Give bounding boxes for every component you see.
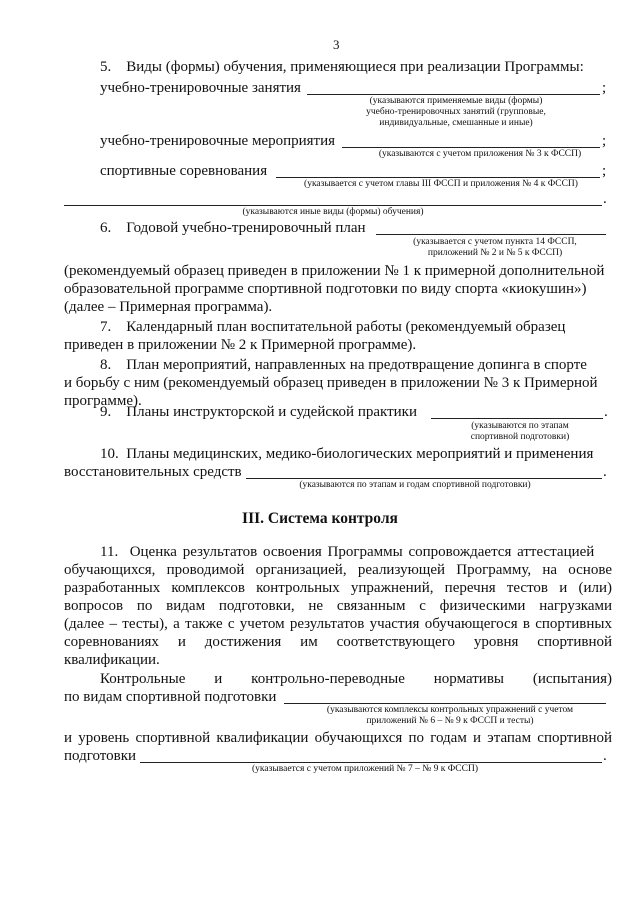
- p7-line-2: приведен в приложении № 2 к Примерной программе).: [64, 337, 417, 353]
- norms-line-1: Контрольные и контрольно-переводные нормативы (испытания): [100, 671, 612, 687]
- qual-note: (указывается с учетом приложений № 7 – № 9 к ФССП): [252, 764, 478, 774]
- p5-item1-fill-line: [307, 94, 600, 95]
- p5-item1-note-3: индивидуальные, смешанные и иные): [379, 118, 533, 128]
- p5-heading: 5. Виды (формы) обучения, применяющиеся при реализации Программы:: [100, 59, 584, 75]
- p5-item3-end: ;: [602, 163, 607, 179]
- p9-note-2: спортивной подготовки): [470, 432, 570, 442]
- qual-line-1: и уровень спортивной квалификации обучающихся по годам и этапам спортивной: [64, 730, 612, 746]
- p10-note: (указываются по этапам и годам спортивной подготовки): [299, 480, 531, 490]
- p6-note-1: (указывается с учетом пункта 14 ФССП,: [413, 237, 577, 247]
- p6-line-3: (далее – Примерная программа).: [64, 299, 273, 315]
- p11-line-3: разработанных комплексов контрольных упражнений, перечня тестов и (или): [64, 580, 612, 596]
- p6-note-2: приложений № 2 и № 5 к ФССП): [427, 248, 563, 258]
- p9-fill-line: [431, 418, 603, 419]
- p5-item2-fill-line: [342, 147, 600, 148]
- p8-line-2: и борьбу с ним (рекомендуемый образец приведен в приложении № 3 к Примерной: [64, 375, 598, 391]
- p11-line-6: соревнованиях и достижения им соответствующего уровня спортивной: [64, 634, 612, 650]
- p7-line-1: 7. Календарный план воспитательной работы (рекомендуемый образец: [100, 319, 566, 335]
- p5-item4-end: .: [603, 191, 607, 207]
- qual-fill-line: [140, 762, 602, 763]
- p10-end: .: [603, 464, 607, 480]
- p5-item4-fill-line: [64, 205, 602, 206]
- page-number: 3: [333, 37, 340, 52]
- p10-label: восстановительных средств: [64, 464, 242, 480]
- p11-line-7: квалификации.: [64, 652, 160, 668]
- p9-label: 9. Планы инструкторской и судейской практики: [100, 404, 417, 420]
- p10-fill-line: [246, 478, 602, 479]
- p8-line-1: 8. План мероприятий, направленных на предотвращение допинга в спорте: [100, 357, 587, 373]
- p6-line-1: (рекомендуемый образец приведен в приложении № 1 к примерной дополнительной: [64, 263, 605, 279]
- p8-line-3: программе).: [64, 393, 142, 409]
- norms-note-2: приложений № 6 – № 9 к ФССП и тесты): [366, 716, 534, 726]
- norms-note-1: (указываются комплексы контрольных упражнений с учетом: [326, 705, 574, 715]
- section-3-title: III. Система контроля: [242, 510, 398, 527]
- norms-fill-line: [284, 703, 606, 704]
- p9-end: .: [604, 404, 608, 420]
- p5-item3-fill-line: [276, 177, 600, 178]
- p5-item2-note: (указываются с учетом приложения № 3 к ФССП): [378, 149, 582, 159]
- p11-line-1-text: 11. Оценка результатов освоения Программы сопровождается аттестацией: [100, 544, 595, 560]
- p11-line-1: [100, 544, 612, 561]
- p6-line-2: образовательной программе спортивной подготовки по виду спорта «киокушин»): [64, 281, 587, 297]
- p11-line-4: вопросов по видам подготовки, не связанным с физическими нагрузками: [64, 598, 612, 614]
- p9-note-1: (указываются по этапам: [471, 421, 569, 431]
- p11-line-2: обучающихся, проводимой организацией, реализующей Программу, на основе: [64, 562, 612, 578]
- qual-label: подготовки: [64, 748, 137, 764]
- p6-label: 6. Годовой учебно-тренировочный план: [100, 220, 366, 236]
- p6-fill-line: [376, 234, 606, 235]
- p5-item3-note: (указывается с учетом главы III ФССП и приложения № 4 к ФССП): [304, 179, 578, 189]
- p5-item2-label: учебно-тренировочные мероприятия: [100, 133, 336, 149]
- norms-label: по видам спортивной подготовки: [64, 689, 277, 705]
- p10-line-1: 10. Планы медицинских, медико-биологических мероприятий и применения: [100, 446, 594, 462]
- qual-end: .: [603, 748, 607, 764]
- p5-item1-note-2: учебно-тренировочных занятий (групповые,: [366, 107, 546, 117]
- p5-item1-label: учебно-тренировочные занятия: [100, 80, 301, 96]
- p5-item2-end: ;: [602, 133, 607, 149]
- p5-item1-end: ;: [602, 80, 607, 96]
- p5-item4-note: (указываются иные виды (формы) обучения): [242, 207, 424, 217]
- p11-line-5: (далее – тесты), а также с учетом результатов участия обучающегося в спортивных: [64, 616, 612, 632]
- p5-item3-label: спортивные соревнования: [100, 163, 268, 179]
- p5-item1-note-1: (указываются применяемые виды (формы): [369, 96, 543, 106]
